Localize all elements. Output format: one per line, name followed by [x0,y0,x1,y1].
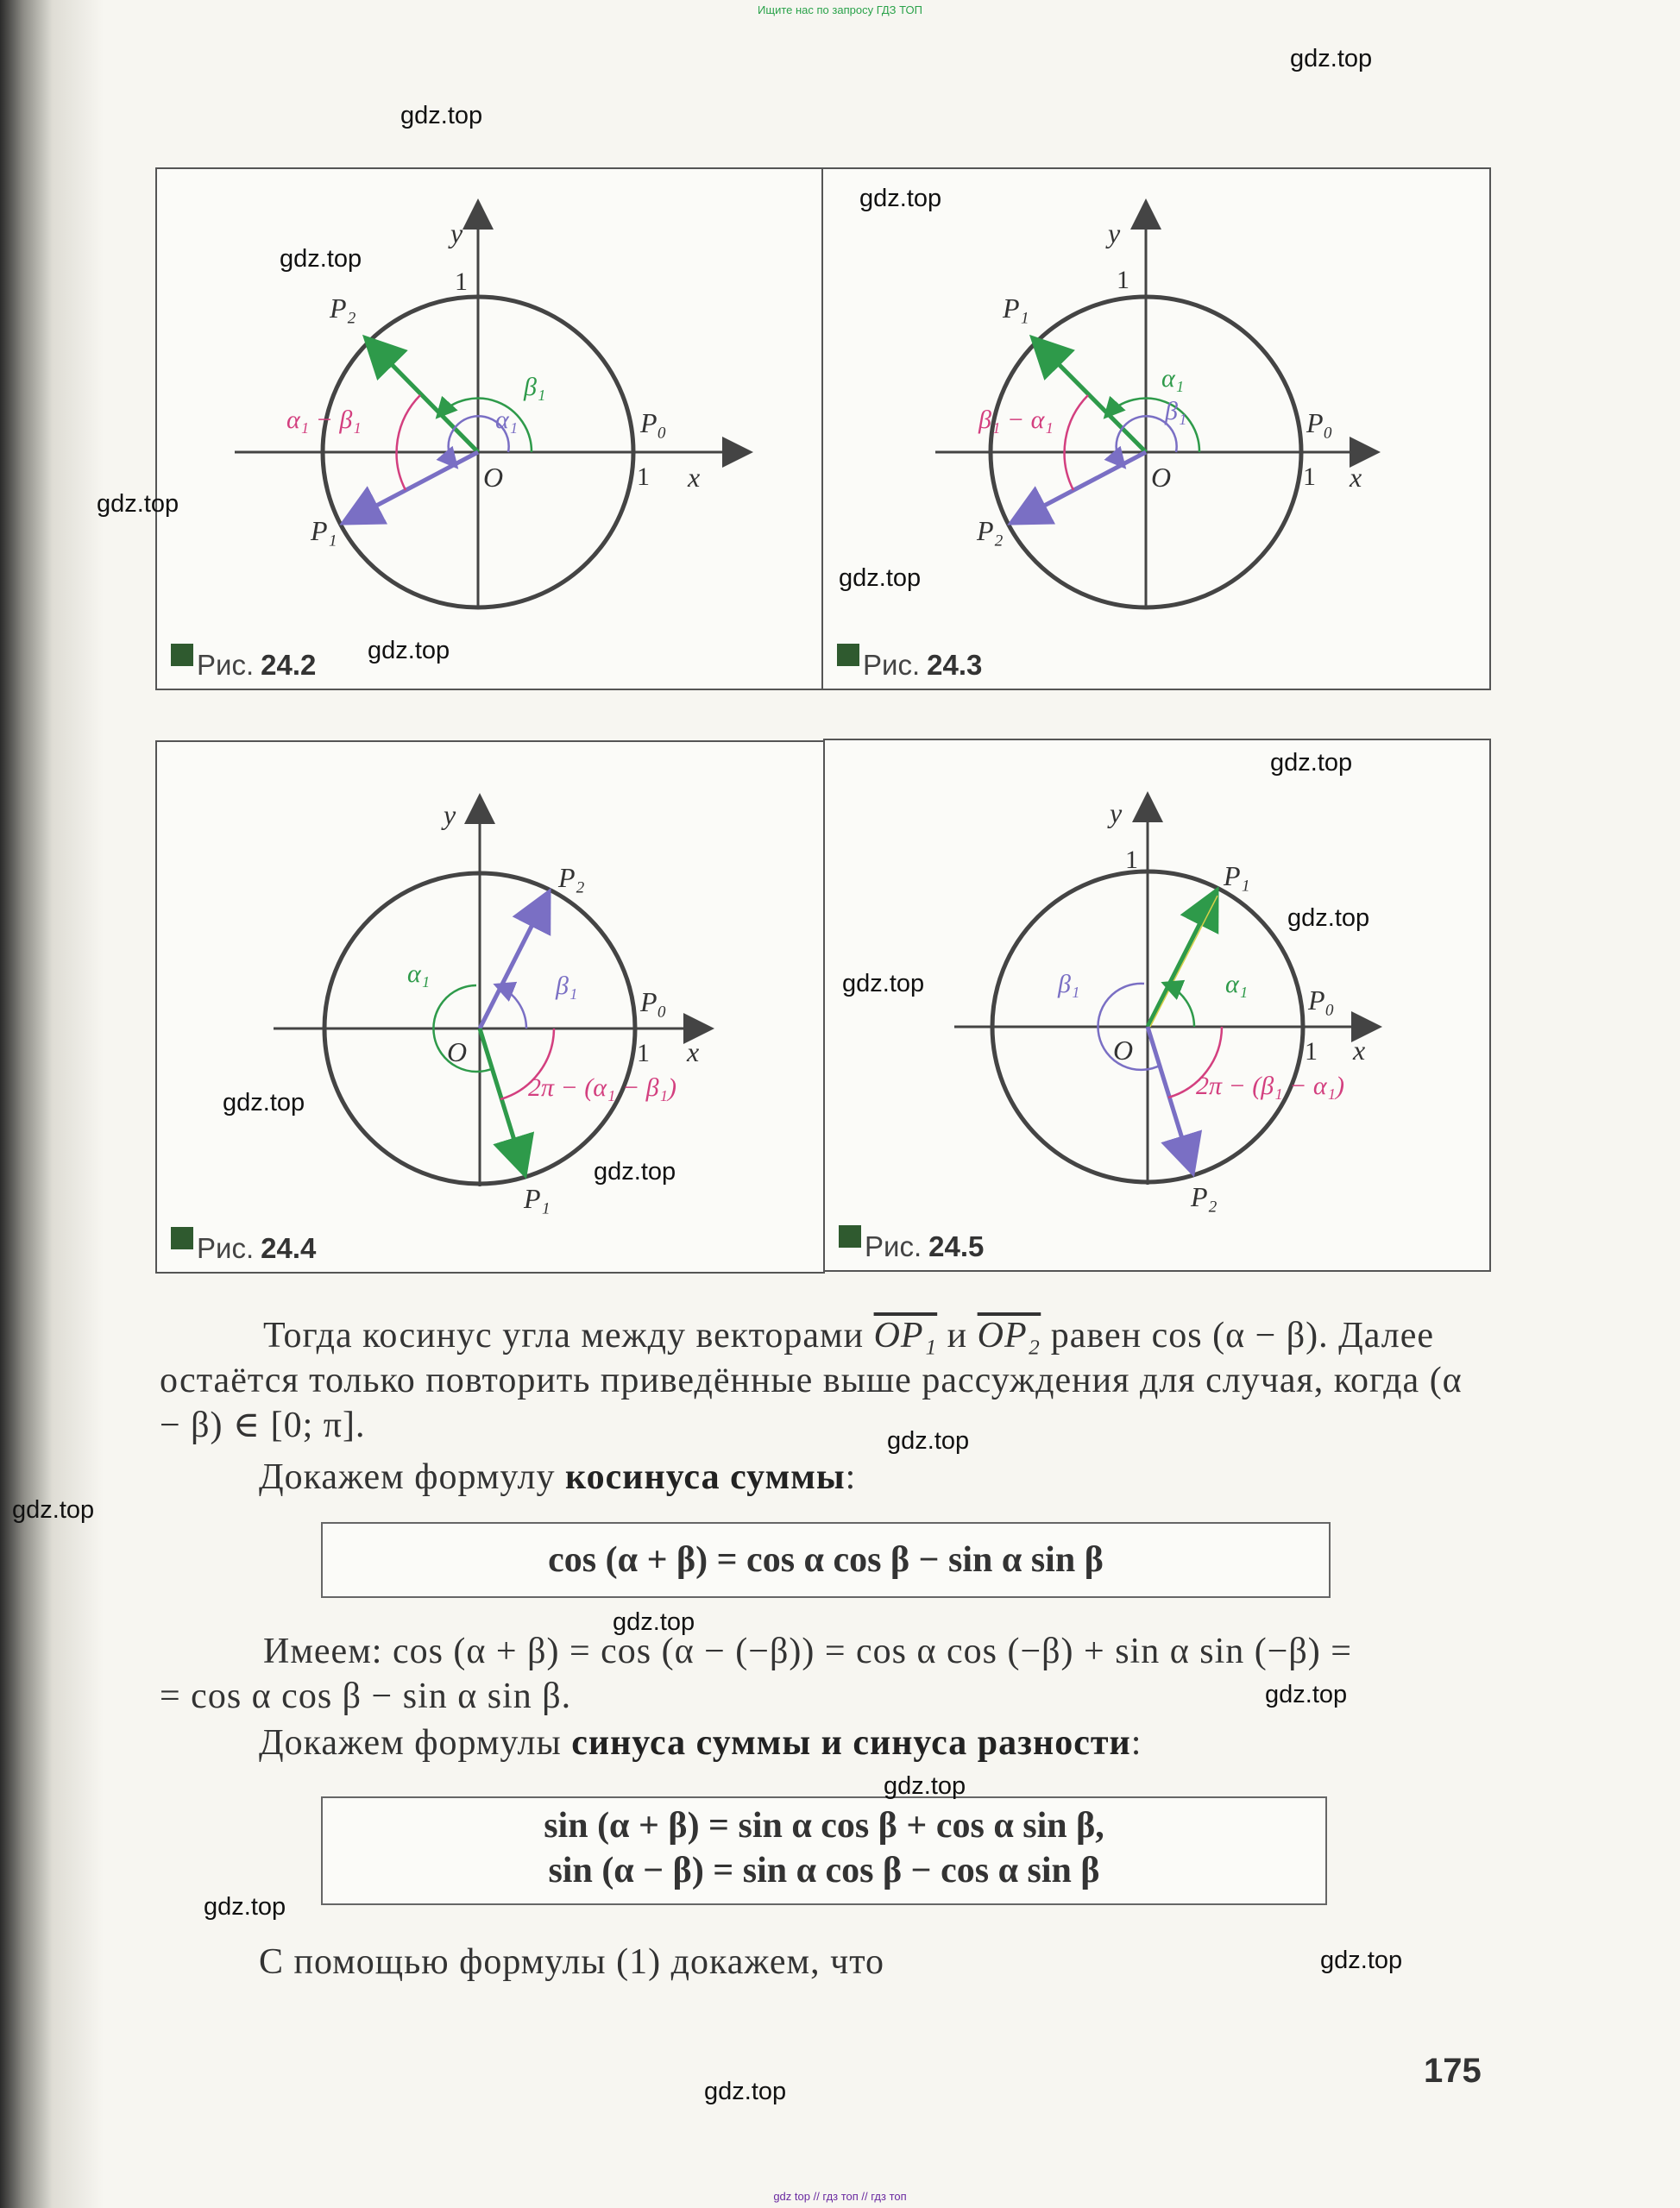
watermark: gdz.top [12,1496,95,1524]
watermark: gdz.top [368,637,450,664]
angle-label: 2π − (β₁ − α₁) [1196,1072,1345,1100]
figure-number: 24.2 [261,649,317,681]
figure-number: 24.3 [927,649,983,681]
watermark: gdz.top [1265,1681,1348,1708]
figure-prefix: Рис. [197,649,255,681]
x-axis-label: x [1350,462,1362,493]
figure-24-5 [823,739,1491,1272]
origin-label: O [447,1036,468,1067]
watermark: gdz.top [859,185,942,212]
unit-label: 1 [637,462,650,491]
watermark: gdz.top [280,245,362,273]
formula-sin-sum-diff [321,1796,1327,1905]
watermark: gdz.top [1287,904,1370,932]
angle-label: β₁ [1165,397,1187,425]
formula-cos-sum [321,1522,1331,1598]
point-label: P₂ [330,293,356,324]
paragraph-sin-intro [259,1720,1493,1765]
angle-label: α₁ [1161,364,1185,393]
origin-label: O [1113,1035,1134,1066]
angle-label: β₁ [1058,970,1080,998]
x-axis-label: x [1353,1035,1366,1066]
y-axis-label: y [450,217,463,248]
paragraph-cos-sum-intro [259,1455,1493,1500]
formula-text: cos (α + β) = cos α cos β − sin α sin β [548,1540,1104,1580]
unit-label: 1 [455,267,468,296]
watermark: gdz.top [887,1427,970,1455]
y-axis-label: y [444,799,456,830]
point-label: P₂ [558,862,585,893]
paragraph-cosine-angle [160,1313,1493,1448]
x-axis-label: x [687,1036,700,1067]
angle-label: β₁ [524,373,546,401]
text-fragment: Тогда косинус угла между векторами [263,1316,865,1356]
text-fragment: Далее остаётся только повторить приведённые выше рассуждения для случая, когда (α − β) ∈ [0; π]. [160,1316,1463,1445]
figure-24-4 [155,740,825,1274]
figure-caption [837,644,982,682]
angle-label: α₁ [1225,970,1249,998]
angle-label: α₁ − β₁ [286,406,362,434]
angle-label: β₁ [556,972,578,1000]
formula-line: sin (α + β) = sin α cos β + cos α sin β, [544,1806,1104,1846]
origin-label: O [483,462,504,493]
paragraph-formula-1 [259,1940,1493,1985]
watermark: gdz.top [223,1089,305,1117]
point-label: P₁ [524,1183,551,1214]
origin-label: O [1151,462,1172,493]
figure-prefix: Рис. [863,649,921,681]
point-label: P₁ [1224,860,1250,891]
y-axis-label: y [1110,797,1123,828]
x-axis-label: x [688,462,701,493]
unit-label: 1 [1303,462,1316,491]
text-fragment: : [1130,1723,1142,1763]
watermark: gdz.top [704,2078,787,2105]
watermark: gdz.top [1290,45,1373,72]
text-fragment: равен cos (α − β). [1050,1316,1329,1356]
watermark: gdz.top [97,490,179,518]
proof-line-2: = cos α cos β − sin α sin β. [160,1676,572,1716]
point-label: P₁ [1003,293,1029,324]
figure-prefix: Рис. [197,1232,255,1264]
watermark: gdz.top [1270,749,1353,777]
unit-label: 1 [1125,846,1138,874]
page-gutter [52,0,104,2208]
point-label: P₁ [311,515,337,546]
watermark: gdz.top [842,970,925,997]
bold-term: синуса суммы и синуса разности [571,1723,1131,1763]
figure-mark [837,644,859,666]
watermark: gdz.top [839,564,922,592]
figure-24-2 [155,167,825,690]
figure-mark [839,1225,861,1248]
figure-caption [171,644,316,682]
top-note: Ищите нас по запросу ГДЗ ТОП [758,3,922,16]
figure-number: 24.5 [928,1230,985,1262]
watermark: gdz.top [1320,1947,1403,1974]
angle-label: 2π − (α₁ − β₁) [528,1073,677,1102]
unit-label: 1 [637,1039,650,1067]
watermark: gdz.top [204,1893,286,1921]
text-fragment: Докажем формулу [259,1457,556,1497]
bottom-note: gdz top // гдз топ // гдз топ [773,2190,907,2203]
angle-label: α₁ [407,959,431,988]
unit-label: 1 [1305,1037,1318,1066]
figure-caption [171,1227,316,1265]
vector-op1: OP₁ [873,1316,938,1356]
figure-number: 24.4 [261,1232,317,1264]
watermark: gdz.top [884,1772,966,1800]
text-fragment: : [845,1457,857,1497]
angle-label: β₁ − α₁ [978,406,1054,434]
formula-line: sin (α − β) = sin α cos β − cos α sin β [548,1851,1100,1890]
point-label: P₂ [1191,1181,1218,1212]
figure-24-3 [821,167,1491,690]
point-label: P₀ [1308,984,1335,1016]
angle-label: α₁ [495,406,519,434]
vector-op2: OP₂ [977,1316,1041,1356]
y-axis-label: y [1108,217,1121,248]
point-label: P₀ [640,407,667,438]
point-label: P₂ [977,515,1004,546]
text-fragment: и [947,1316,968,1356]
point-label: P₀ [1306,407,1333,438]
text-fragment: Докажем формулы [259,1723,562,1763]
figure-mark [171,1227,193,1249]
page-number: 175 [1424,2052,1482,2090]
bold-term: косинуса суммы [565,1457,846,1497]
watermark: gdz.top [400,102,483,129]
book-spine-shadow [0,0,52,2208]
figure-mark [171,644,193,666]
watermark: gdz.top [613,1608,695,1636]
figure-prefix: Рис. [865,1230,922,1262]
point-label: P₀ [640,986,667,1017]
figure-caption [839,1225,984,1263]
text-fragment: С помощью формулы (1) докажем, что [259,1942,884,1982]
watermark: gdz.top [594,1158,676,1186]
proof-line-1: Имеем: cos (α + β) = cos (α − (−β)) = cos α cos (−β) + sin α sin (−β) = [263,1632,1352,1671]
unit-label: 1 [1117,266,1129,294]
